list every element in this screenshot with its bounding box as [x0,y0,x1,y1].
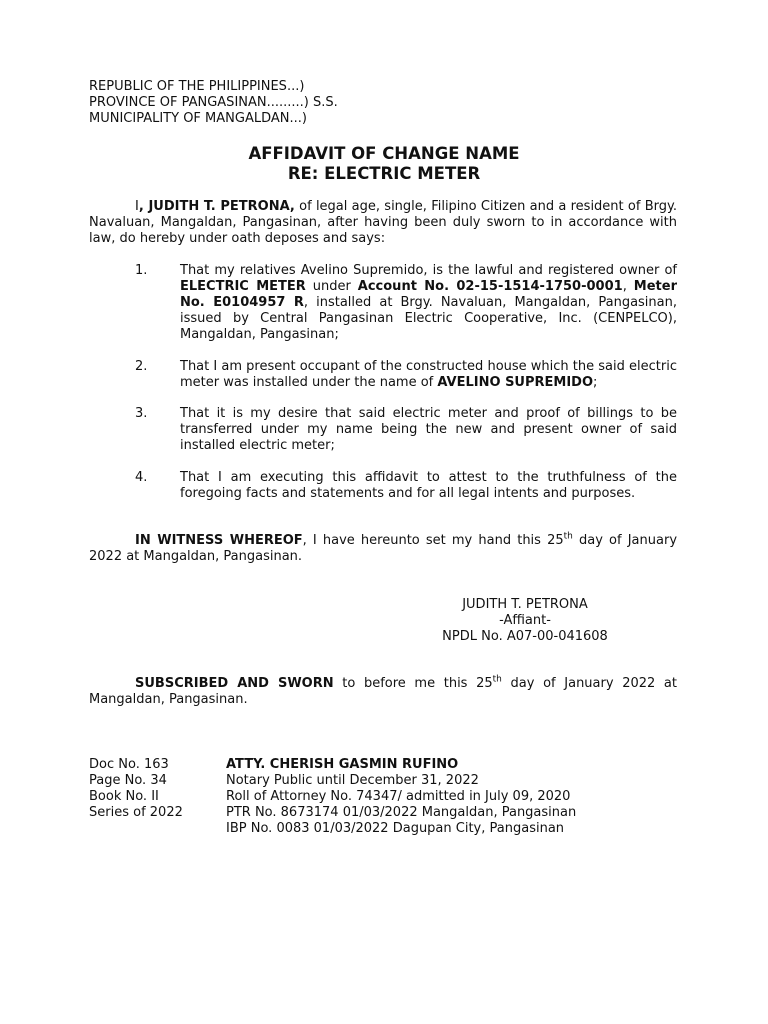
item-text: That it is my desire that said electric meter and proof of billings to be transferred under my name being the new and present owner of said installed electric meter; [180,406,677,453]
intro-prefix: I [135,199,139,214]
electric-meter-label: ELECTRIC METER [180,279,306,294]
witness-heading: IN WITNESS WHEREOF [135,533,303,548]
item-number: 2. [135,359,148,374]
notary-commission: Notary Public until December 31, 2022 [226,773,479,788]
jurat-text: day of January 2022 at Mangaldan, Pangasinan. [89,676,677,707]
item-number: 3. [135,406,148,421]
witness-paragraph [89,533,677,565]
notary-name: ATTY. CHERISH GASMIN RUFINO [226,757,459,772]
meter-number: Meter No. E0104957 R [180,279,677,310]
item-text-segment: That I am present occupant of the constructed house which the said electric meter was installed under the name of [180,359,677,390]
item-text [180,359,677,391]
notary-ptr-number: PTR No. 8673174 01/03/2022 Mangaldan, Pangasinan [226,805,577,820]
item-text-segment: under [305,279,358,294]
item-text: That I am executing this affidavit to attest to the truthfulness of the foregoing facts and statements and for all legal intents and purposes. [180,470,677,501]
document-title: AFFIDAVIT OF CHANGE NAME [248,144,520,163]
item-text-segment: ; [593,375,598,390]
item-text-segment: That my relatives Avelino Supremido, is the lawful and registered owner of [180,263,677,278]
jurat-text: to before me this 25 [333,676,493,691]
item-number: 1. [135,263,148,278]
notary-roll-number: Roll of Attorney No. 74347/ admitted in July 09, 2020 [226,789,571,804]
doc-number: Doc No. 163 [89,757,169,772]
affiant-license-number: NPDL No. A07-00-041608 [442,629,608,644]
jurat-heading: SUBSCRIBED AND SWORN [135,676,334,691]
intro-paragraph [89,199,677,247]
venue-header [89,79,489,127]
affiant-name-inline: , JUDITH T. PETRONA, [138,199,295,214]
affiant-name: JUDITH T. PETRONA [462,597,588,612]
witness-text: day of January 2022 at Mangaldan, Pangasinan. [89,533,678,564]
document-subtitle: RE: ELECTRIC METER [287,164,481,183]
page-number: Page No. 34 [89,773,167,788]
notary-ibp-number: IBP No. 0083 01/03/2022 Dagupan City, Pangasinan [226,821,565,836]
item-text-segment: , installed at Brgy. Navaluan, Mangaldan, Pangasinan, issued by Central Pangasinan Electric Cooperative, Inc. (CENPELCO), Mangaldan, Pangasinan; [180,295,677,342]
account-number: Account No. 02-15-1514-1750-0001 [357,279,623,294]
venue-line-province: PROVINCE OF PANGASINAN.........) S.S. [89,95,338,110]
jurat-paragraph [89,676,677,708]
item-number: 4. [135,470,148,485]
venue-line-republic: REPUBLIC OF THE PHILIPPINES...) [89,79,305,94]
venue-line-municipality: MUNICIPALITY OF MANGALDAN...) [89,111,307,126]
ordinal-suffix: th [563,531,573,542]
registered-owner-name: AVELINO SUPREMIDO [437,375,594,390]
witness-text: , I have hereunto set my hand this 25 [302,533,564,548]
item-text-segment: , [622,279,634,294]
book-number: Book No. II [89,789,159,804]
item-text [180,263,677,343]
series-year: Series of 2022 [89,805,183,820]
affiant-role: -Affiant- [499,613,551,628]
intro-text: of legal age, single, Filipino Citizen and a resident of Brgy. Navaluan, Mangaldan, Pangasinan, after having been duly sworn to in accordance with law, do hereby under oath deposes and says: [89,199,677,246]
ordinal-suffix: th [492,674,502,685]
